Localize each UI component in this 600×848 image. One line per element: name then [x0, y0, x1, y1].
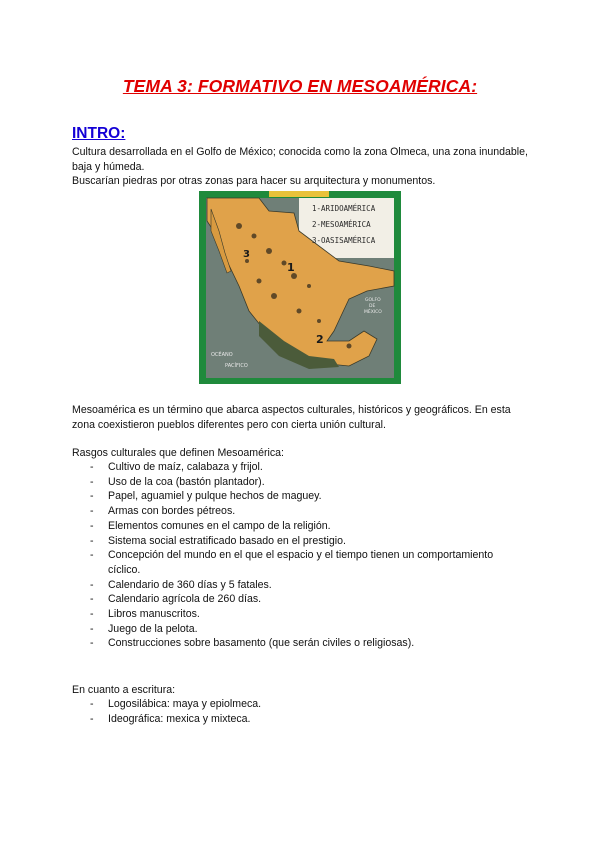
- mesoamerica-paragraph: Mesoamérica es un término que abarca aspectos culturales, históricos y geográficos. En esta zona coexistieron pueblos diferentes pero con cierta unión cultural.: [72, 404, 511, 431]
- intro-paragraph: Cultura desarrollada en el Golfo de México; conocida como la zona Olmeca, una zona inundable, baja y húmeda.: [72, 146, 528, 173]
- map-ocean-label-1: OCÉANO: [211, 352, 233, 358]
- list-item: - Concepción del mundo en el que el espacio y el tiempo tienen un comportamiento cíclico.: [90, 549, 494, 576]
- list-item: - Uso de la coa (bastón plantador).: [90, 475, 265, 488]
- map-number-2: 2: [316, 333, 324, 346]
- intro-heading: INTRO:: [72, 125, 126, 142]
- map-legend-3: 3-OASISAMÉRICA: [312, 236, 376, 245]
- map-gulf-label-2: DE: [369, 304, 376, 309]
- map-legend-2: 2-MESOAMÉRICA: [312, 220, 371, 229]
- list-item: - Papel, aguamiel y pulque hechos de maguey.: [90, 490, 322, 503]
- list-item: - Armas con bordes pétreos.: [90, 505, 236, 518]
- map-gulf-label-3: MÉXICO: [364, 310, 382, 315]
- list-item: - Juego de la pelota.: [90, 622, 198, 635]
- list-item: - Libros manuscritos.: [90, 608, 200, 621]
- list-item: - Calendario de 360 días y 5 fatales.: [90, 578, 272, 591]
- list-item: - Cultivo de maíz, calabaza y frijol.: [90, 461, 263, 473]
- map-number-3: 3: [243, 249, 250, 260]
- list-item: - Construcciones sobre basamento (que serán civiles o religiosas).: [90, 637, 415, 650]
- page-title: TEMA 3: FORMATIVO EN MESOAMÉRICA:: [122, 76, 478, 96]
- map-frame-accent: [269, 191, 329, 197]
- list-item: - Logosilábica: maya y epiolmeca.: [90, 698, 262, 710]
- intro-paragraph-2: Buscarían piedras por otras zonas para hacer su arquitectura y monumentos.: [72, 175, 436, 187]
- rasgos-list: [72, 460, 528, 651]
- escritura-label: En cuanto a escritura:: [72, 684, 176, 696]
- list-item: - Sistema social estratificado basado en el prestigio.: [90, 534, 346, 547]
- escritura-list: [72, 697, 528, 726]
- list-item: - Calendario agrícola de 260 días.: [90, 593, 262, 606]
- rasgos-label: Rasgos culturales que definen Mesoamérica:: [72, 447, 284, 459]
- map-number-1: 1: [287, 261, 295, 274]
- list-item: - Ideográfica: mexica y mixteca.: [90, 712, 251, 725]
- mesoamerica-map-image: [199, 191, 401, 384]
- list-item: - Elementos comunes en el campo de la religión.: [90, 519, 331, 532]
- map-gulf-label-1: GOLFO: [365, 298, 381, 303]
- map-ocean-label-2: PACÍFICO: [225, 363, 248, 369]
- map-legend-1: 1-ARIDOAMÉRICA: [312, 204, 376, 213]
